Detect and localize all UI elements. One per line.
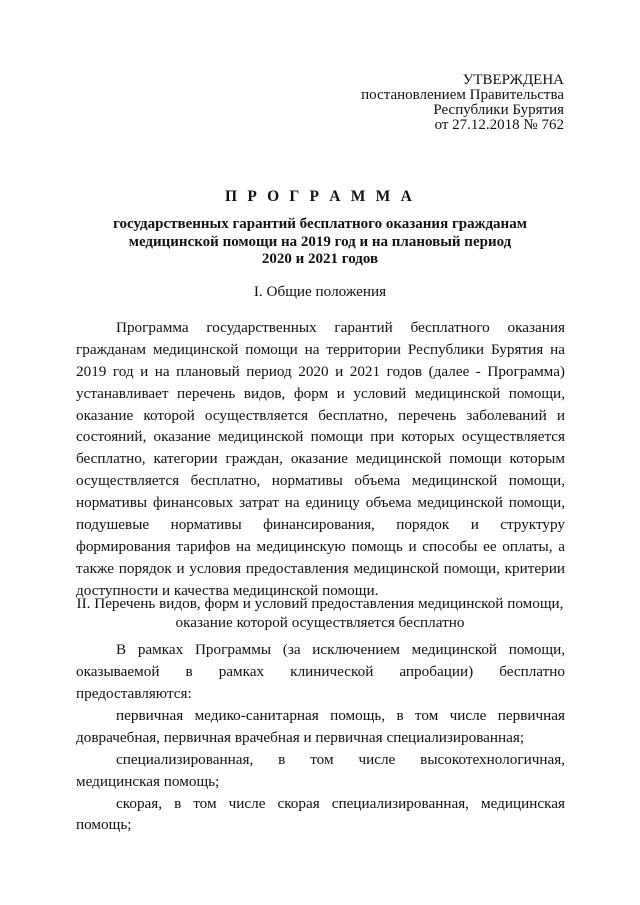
paragraph-line: осуществляется бесплатно, нормативы объема медицинской помощи, (76, 472, 565, 490)
paragraph-line: гражданам медицинской помощи на территории Республики Бурятия на (76, 340, 565, 358)
section-2-list (76, 705, 565, 836)
document-subtitle (90, 216, 550, 269)
section-1-paragraph (76, 317, 565, 602)
approval-line: УТВЕРЖДЕНА (462, 72, 564, 88)
paragraph-line: подушевые нормативы финансирования, порядок и структуру (76, 516, 565, 534)
list-item-line: первичная медико-санитарная помощь, в том числе первичная (116, 707, 565, 724)
paragraph-line: оказываемой в рамках клинической апробации) бесплатно (76, 662, 565, 680)
list-item-line: доврачебная, первичная врачебная и первичная специализированная; (76, 728, 525, 746)
paragraph-line: предоставляются: (76, 684, 192, 702)
heading-line: оказание которой осуществляется бесплатно (175, 614, 465, 631)
approval-stamp (361, 73, 564, 133)
paragraph-line: 2019 год и на плановый период 2020 и 2021 годов (далее - Программа) (76, 362, 565, 380)
section-1-heading: I. Общие положения (253, 283, 387, 300)
paragraph-line: состояний, оказание медицинской помощи при которых осуществляется (76, 428, 565, 446)
subtitle-line: 2020 и 2021 годов (261, 251, 379, 267)
section-2-heading (60, 594, 580, 632)
approval-line: Республики Бурятия (433, 102, 564, 118)
subtitle-line: медицинской помощи на 2019 год и на плановый период (128, 233, 512, 250)
paragraph-line: формирования тарифов на медицинскую помощь и способы ее оплаты, а (76, 537, 565, 555)
approval-line: постановлением Правительства (361, 87, 564, 103)
paragraph-line: оказание которой осуществляется бесплатно, перечень заболеваний и (76, 406, 565, 424)
list-item-line: скорая, в том числе скорая специализированная, медицинская (116, 794, 565, 812)
paragraph-line: также порядок и условия предоставления медицинской помощи, критерии (76, 559, 565, 577)
approval-date-line: от 27.12.2018 № 762 (434, 117, 564, 133)
section-2-intro (76, 639, 565, 705)
heading-line: II. Перечень видов, форм и условий предоставления медицинской помощи, (76, 595, 564, 612)
subtitle-line: государственных гарантий бесплатного оказания гражданам (113, 216, 527, 232)
document-title: П Р О Г Р А М М А (225, 188, 415, 205)
paragraph-line: В рамках Программы (за исключением медицинской помощи, (116, 641, 565, 658)
list-item-line: медицинская помощь; (76, 772, 220, 790)
paragraph-line: нормативы финансовых затрат на единицу объема медицинской помощи, (76, 494, 565, 512)
paragraph-line: устанавливает перечень видов, форм и условий медицинской помощи, (76, 384, 565, 402)
paragraph-line: бесплатно, категории граждан, оказание медицинской помощи которым (76, 450, 565, 468)
paragraph-line: Программа государственных гарантий бесплатного оказания (116, 319, 565, 336)
list-item-line: помощь; (76, 816, 132, 834)
paragraph-line: доступности и качества медицинской помощи. (76, 581, 379, 599)
list-item-line: специализированная, в том числе высокотехнологичная, (116, 750, 565, 768)
